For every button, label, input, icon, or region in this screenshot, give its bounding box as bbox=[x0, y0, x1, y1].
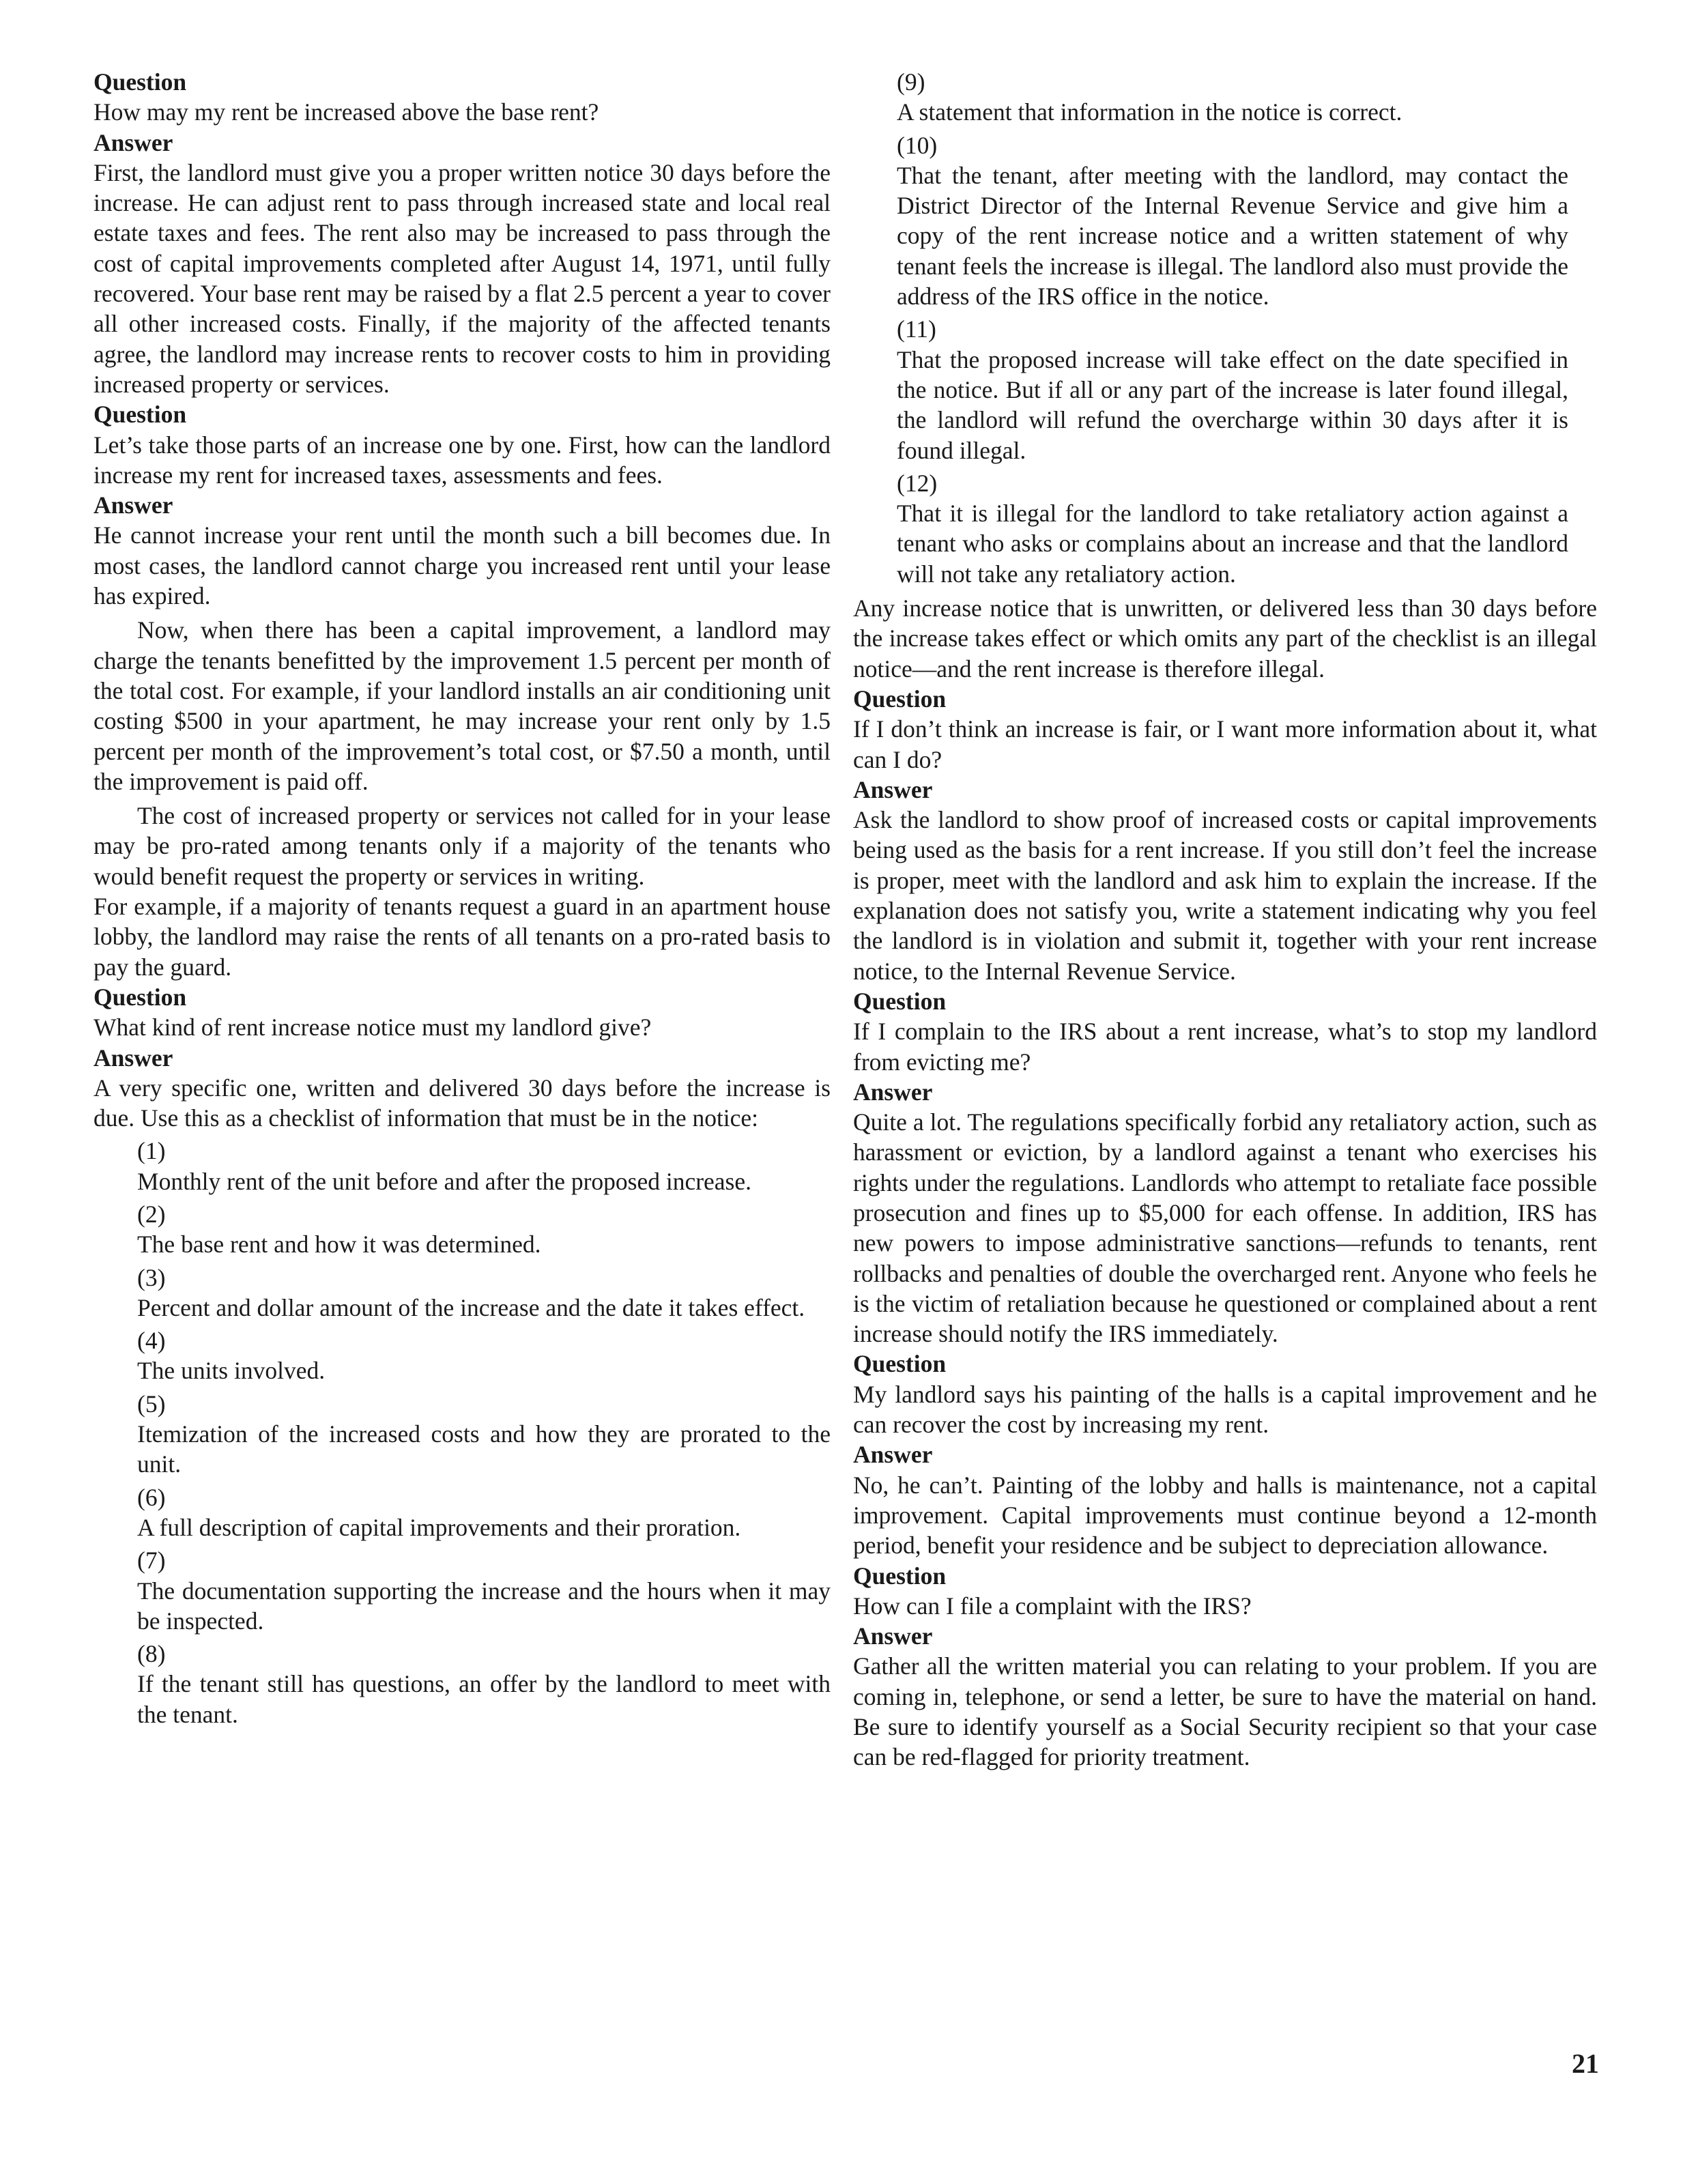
checklist-number: (10) bbox=[897, 131, 938, 159]
checklist-item: The units involved. bbox=[137, 1357, 326, 1385]
answer-label: Answer bbox=[853, 1078, 933, 1106]
checklist-number: (6) bbox=[137, 1483, 166, 1511]
question-text: How can I file a complaint with the IRS? bbox=[853, 1592, 1252, 1620]
checklist-number: (3) bbox=[137, 1263, 166, 1291]
question-text: What kind of rent increase notice must my landlord give? bbox=[93, 1014, 652, 1041]
answer-text: He cannot increase your rent until the month such a bill becomes due. In most cases, the landlord cannot charge you increased rent until your lease has expired. bbox=[93, 521, 831, 610]
checklist-item: Monthly rent of the unit before and after the proposed increase. bbox=[137, 1167, 751, 1195]
answer-paragraph: For example, if a majority of tenants request a guard in an apartment house lobby, the landlord may raise the rents of all tenants on a pro-rated basis to pay the guard. bbox=[93, 893, 831, 981]
checklist-number: (1) bbox=[137, 1137, 166, 1165]
answer-label: Answer bbox=[853, 1441, 933, 1469]
left-column bbox=[93, 67, 831, 1729]
checklist-item: The documentation supporting the increase and the hours when it may be inspected. bbox=[137, 1577, 831, 1635]
question-label: Question bbox=[853, 685, 947, 713]
answer-label: Answer bbox=[853, 775, 933, 803]
question-label: Question bbox=[93, 983, 187, 1011]
checklist-item: The base rent and how it was determined. bbox=[137, 1231, 541, 1259]
checklist-number: (5) bbox=[137, 1390, 166, 1418]
checklist-number: (4) bbox=[137, 1327, 166, 1355]
checklist-number: (9) bbox=[897, 68, 925, 96]
checklist-number: (12) bbox=[897, 469, 938, 497]
checklist-item: A full description of capital improvements and their proration. bbox=[137, 1513, 741, 1541]
question-text: If I don’t think an increase is fair, or I want more information about it, what can I do? bbox=[853, 715, 1597, 773]
question-text: How may my rent be increased above the base rent? bbox=[93, 98, 599, 126]
answer-label: Answer bbox=[93, 1044, 173, 1072]
answer-paragraph: The cost of increased property or services not called for in your lease may be pro-rated among tenants only if a majority of the tenants who would benefit request the property or services in writing. bbox=[93, 802, 831, 890]
checklist-item: A statement that information in the notice is correct. bbox=[897, 98, 1402, 126]
answer-paragraph: Now, when there has been a capital improvement, a landlord may charge the tenants benefitted by the improvement 1.5 percent per month of the total cost. For example, if your landlord installs an air conditioning unit costing $500 in your apartment, he may increase your rent only by 1.5 percent per month of the improvement’s total cost, or $7.50 a month, until the improvement is paid off. bbox=[93, 616, 831, 795]
page-number: 21 bbox=[1572, 2048, 1599, 2079]
checklist-number: (11) bbox=[897, 315, 936, 343]
checklist-item: That the tenant, after meeting with the landlord, may contact the District Director of the Internal Revenue Service and give him a copy of the rent increase notice and a written statement of why tenant feels the increase is illegal. The landlord also must provide the address of the IRS office in the notice. bbox=[897, 161, 1568, 311]
question-label: Question bbox=[93, 401, 187, 429]
answer-text: No, he can’t. Painting of the lobby and halls is maintenance, not a capital improvement. Capital improvements must continue beyond a 12-month period, benefit your residence and be subject to depreciation allowance. bbox=[853, 1471, 1597, 1560]
right-column bbox=[853, 67, 1597, 1772]
answer-text: Quite a lot. The regulations specifically forbid any retaliatory action, such as harassment or eviction, by a landlord against a tenant who exercises his rights under the regulations. Landlords who attempt to retaliate face possible prosecution and fines up to $5,000 for each offense. In addition, IRS has new powers to impose administrative sanctions—refunds to tenants, rent rollbacks and penalties of double the overcharged rent. Anyone who feels he is the victim of retaliation because he questioned or complained about a rent increase should notify the IRS immediately. bbox=[853, 1108, 1597, 1348]
question-text: My landlord says his painting of the halls is a capital improvement and he can recover the cost by increasing my rent. bbox=[853, 1380, 1597, 1439]
checklist-number: (2) bbox=[137, 1200, 166, 1228]
answer-text: Ask the landlord to show proof of increased costs or capital improvements being used as the basis for a rent increase. If you still don’t feel the increase is proper, meet with the landlord and ask him to explain the increase. If the explanation does not satisfy you, write a statement indicating why you feel the landlord is in violation and submit it, together with your rent increase notice, to the Internal Revenue Service. bbox=[853, 806, 1597, 985]
question-label: Question bbox=[93, 68, 187, 96]
question-label: Question bbox=[853, 1562, 947, 1590]
answer-text: First, the landlord must give you a proper written notice 30 days before the increase. He can adjust rent to pass through increased state and local real estate taxes and fees. The rent also may be increased to pass through the cost of capital improvements completed after August 14, 1971, until fully recovered. Your base rent may be raised by a flat 2.5 percent a year to cover all other increased costs. Finally, if the majority of the affected tenants agree, the landlord may increase rents to recover costs to him in providing increased property or services. bbox=[93, 158, 831, 398]
answer-text: A very specific one, written and delivered 30 days before the increase is due. Use this as a checklist of information that must be in the notice: bbox=[93, 1074, 831, 1132]
question-label: Question bbox=[853, 987, 947, 1015]
question-label: Question bbox=[853, 1350, 947, 1378]
checklist-item: That it is illegal for the landlord to take retaliatory action against a tenant who asks or complains about an increase and that the landlord will not take any retaliatory action. bbox=[897, 500, 1568, 588]
checklist-number: (7) bbox=[137, 1547, 166, 1575]
checklist-continued bbox=[897, 67, 1568, 589]
answer-text: Gather all the written material you can relating to your problem. If you are coming in, telephone, or send a letter, be sure to have the material on hand. Be sure to identify yourself as a Social Security recipient so that your case can be red-flagged for priority treatment. bbox=[853, 1652, 1597, 1771]
question-text: Let’s take those parts of an increase one by one. First, how can the landlord increase my rent for increased taxes, assessments and fees. bbox=[93, 431, 831, 489]
notice-paragraph: Any increase notice that is unwritten, or delivered less than 30 days before the increase takes effect or which omits any part of the checklist is an illegal notice—and the rent increase is therefore illegal. bbox=[853, 594, 1597, 682]
answer-label: Answer bbox=[853, 1622, 933, 1650]
checklist-number: (8) bbox=[137, 1640, 166, 1668]
checklist-item: Itemization of the increased costs and how they are prorated to the unit. bbox=[137, 1420, 831, 1478]
answer-label: Answer bbox=[93, 491, 173, 519]
checklist bbox=[137, 1136, 831, 1729]
question-text: If I complain to the IRS about a rent increase, what’s to stop my landlord from evicting me? bbox=[853, 1018, 1597, 1076]
checklist-item: That the proposed increase will take effect on the date specified in the notice. But if all or any part of the increase is later found illegal, the landlord will refund the overcharge within 30 days after it is found illegal. bbox=[897, 345, 1568, 464]
checklist-item: If the tenant still has questions, an offer by the landlord to meet with the tenant. bbox=[137, 1670, 831, 1728]
answer-label: Answer bbox=[93, 128, 173, 156]
checklist-item: Percent and dollar amount of the increase and the date it takes effect. bbox=[137, 1293, 805, 1321]
